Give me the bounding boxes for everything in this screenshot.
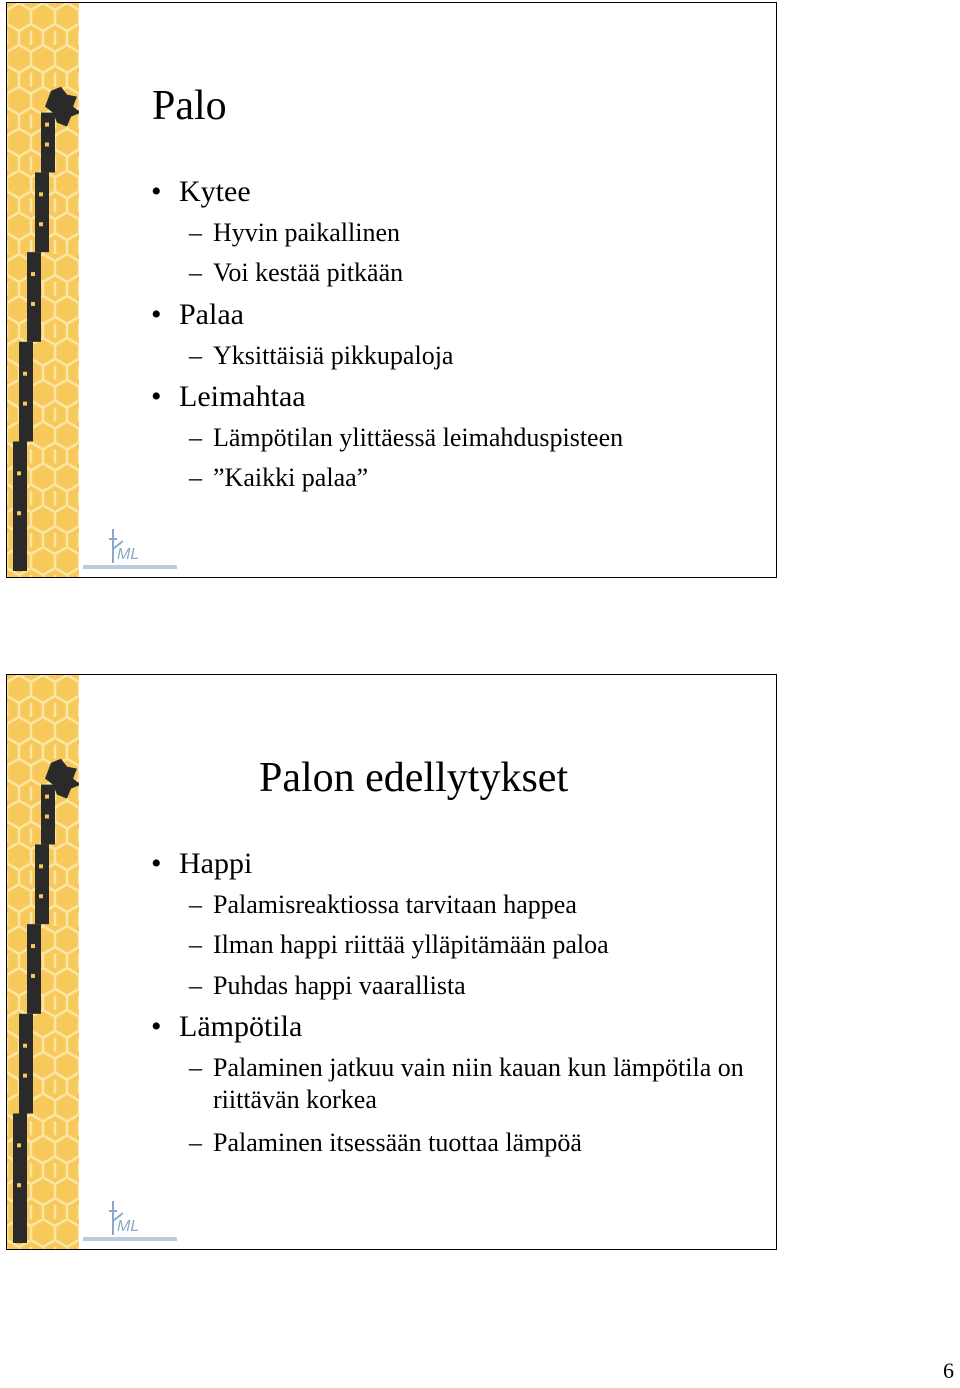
slide-title: Palon edellytykset xyxy=(259,755,569,801)
sub-bullet-item xyxy=(7,885,756,925)
bullet-item xyxy=(7,294,756,336)
sub-bullet-text: Hyvin paikallinen xyxy=(213,218,401,247)
bullet-dot: • xyxy=(151,1009,162,1043)
sub-bullet-item xyxy=(7,1048,756,1123)
sub-bullet-text: Puhdas happi vaarallista xyxy=(213,970,466,1000)
bullet-dot: • xyxy=(151,175,162,208)
sub-bullet-item xyxy=(7,458,756,498)
bullet-text: Leimahtaa xyxy=(179,379,306,413)
slide-2 xyxy=(6,674,777,1250)
bullet-text: Kytee xyxy=(179,175,251,208)
sub-bullet-dash: – xyxy=(189,1127,202,1157)
bullet-list xyxy=(7,171,756,498)
tml-logo xyxy=(79,1197,179,1245)
bullet-text: Palaa xyxy=(179,297,244,331)
tml-logo xyxy=(79,525,179,573)
sub-bullet-dash: – xyxy=(189,422,202,452)
bullet-dot: • xyxy=(151,847,162,880)
svg-text:ML: ML xyxy=(117,1218,140,1235)
bullet-text: Happi xyxy=(179,847,253,880)
slide-1 xyxy=(6,2,777,578)
sub-bullet-item xyxy=(7,1123,756,1163)
sub-bullet-dash: – xyxy=(189,1052,202,1082)
bullet-dot: • xyxy=(151,297,162,331)
bullet-dot: • xyxy=(151,379,162,413)
page-number: 6 xyxy=(943,1358,954,1383)
bullet-item xyxy=(7,1006,756,1048)
bullet-item xyxy=(7,843,756,885)
sub-bullet-item xyxy=(7,213,756,253)
sub-bullet-text: ”Kaikki palaa” xyxy=(213,463,369,493)
sub-bullet-text: Voi kestää pitkään xyxy=(213,258,404,288)
sub-bullet-dash: – xyxy=(189,340,202,370)
bullet-item xyxy=(7,171,756,213)
bullet-item xyxy=(7,376,756,418)
sub-bullet-dash: – xyxy=(189,463,202,493)
bullet-list xyxy=(7,843,756,1163)
sub-bullet-dash: – xyxy=(189,890,202,919)
sub-bullet-dash: – xyxy=(189,218,202,247)
sub-bullet-text: Palaminen jatkuu vain niin kauan kun lämpötila on riittävän korkea xyxy=(213,1052,744,1115)
sub-bullet-item xyxy=(7,966,756,1006)
sub-bullet-text: Ilman happi riittää ylläpitämään paloa xyxy=(213,930,609,960)
sub-bullet-item xyxy=(7,253,756,293)
svg-text:ML: ML xyxy=(117,546,140,563)
sub-bullet-dash: – xyxy=(189,930,202,960)
sub-bullet-text: Palaminen itsessään tuottaa lämpöä xyxy=(213,1127,582,1157)
sub-bullet-item xyxy=(7,336,756,376)
bullet-text: Lämpötila xyxy=(179,1009,303,1043)
slide-title: Palo xyxy=(152,83,227,129)
sub-bullet-text: Palamisreaktiossa tarvitaan happea xyxy=(213,890,577,919)
sub-bullet-dash: – xyxy=(189,970,202,1000)
sub-bullet-text: Yksittäisiä pikkupaloja xyxy=(213,340,454,370)
sub-bullet-item xyxy=(7,925,756,965)
sub-bullet-dash: – xyxy=(189,258,202,288)
sub-bullet-text: Lämpötilan ylittäessä leimahduspisteen xyxy=(213,422,624,452)
sub-bullet-item xyxy=(7,418,756,458)
